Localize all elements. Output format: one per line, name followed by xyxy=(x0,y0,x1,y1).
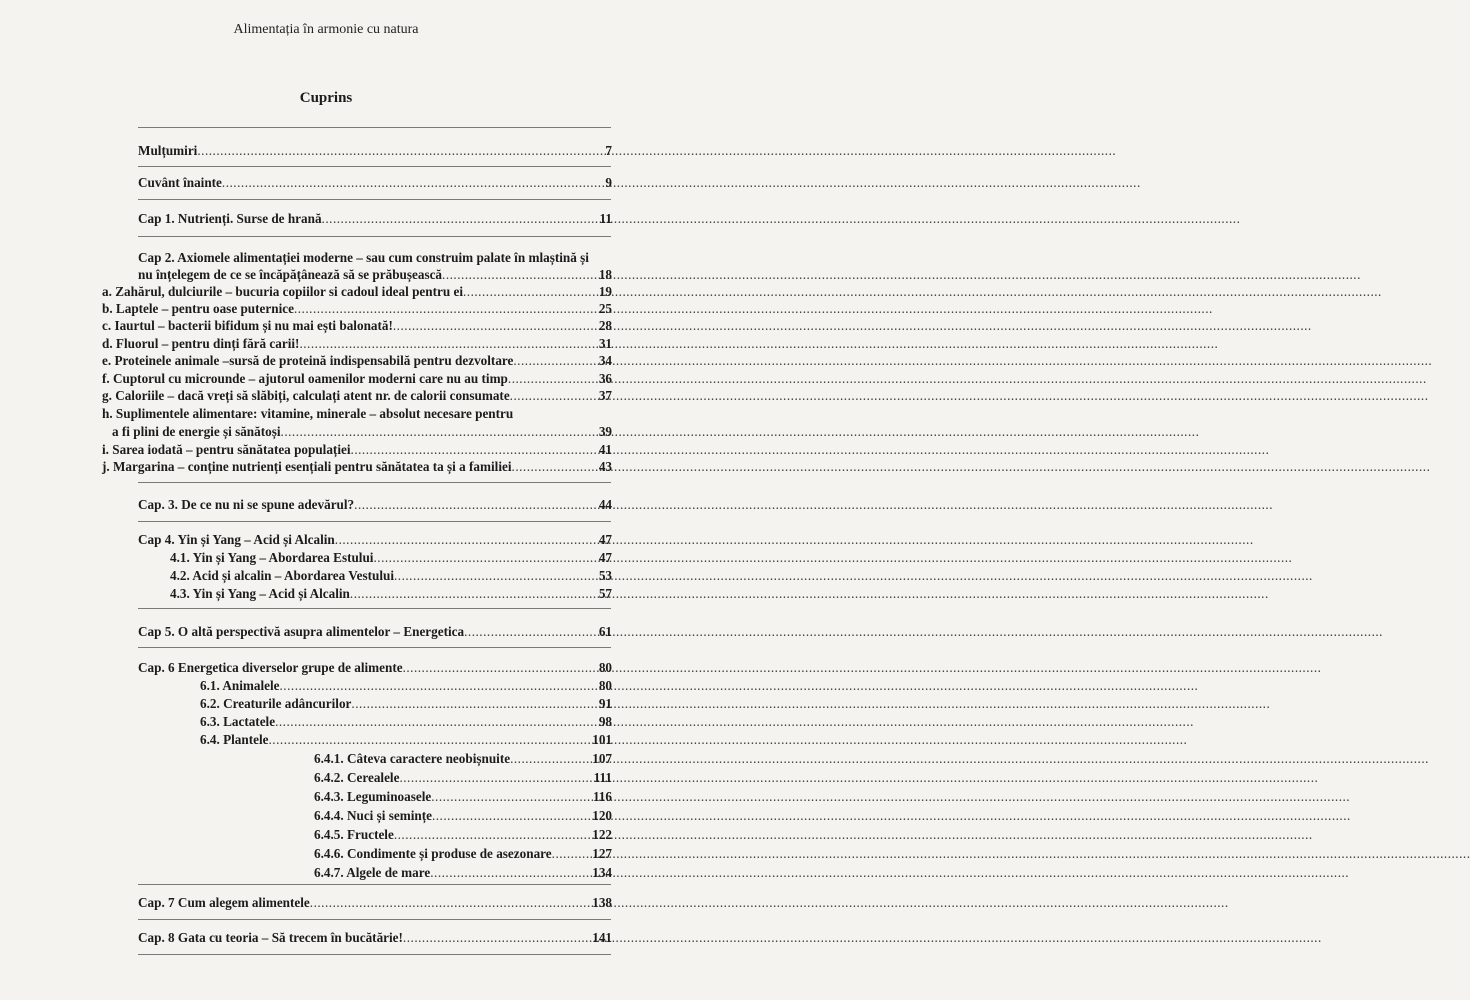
toc-entry-text: Cap 5. O altă perspectivă asupra alimentelor – Energetica xyxy=(138,624,465,639)
toc-page-number: 28 xyxy=(598,318,612,333)
toc-page-number: 31 xyxy=(598,336,612,351)
toc-page-number: 41 xyxy=(598,442,612,457)
toc-page-number: 141 xyxy=(592,930,612,945)
toc-entry-text: 6.4.6. Condimente și produse de asezonare xyxy=(314,846,552,861)
toc-page-number: 138 xyxy=(592,895,612,910)
toc-entry-text: a fi plini de energie și sănătoși xyxy=(112,424,281,439)
toc-page-number: 57 xyxy=(598,586,612,601)
toc-page-number: 80 xyxy=(598,660,612,675)
toc-page-number: 122 xyxy=(592,827,612,842)
toc-page-number: 43 xyxy=(598,459,612,474)
toc-entry-text: Cuvânt înainte xyxy=(138,175,222,190)
toc-entry-text: Cap. 3. De ce nu ni se spune adevărul? xyxy=(138,497,355,512)
toc-entry-text: 6.4.7. Algele de mare xyxy=(314,865,431,880)
toc-page-number: 91 xyxy=(598,696,612,711)
toc-page-number: 134 xyxy=(592,865,612,880)
toc-page-number: 25 xyxy=(598,301,612,316)
toc-entry-text: Cap. 6 Energetica diverselor grupe de alimente xyxy=(138,660,403,675)
toc-entry-text: 4.2. Acid și alcalin – Abordarea Vestului xyxy=(170,568,394,583)
toc-entry-cap8 xyxy=(138,930,612,945)
toc-page-number: 34 xyxy=(598,353,612,368)
toc-entry-text: Cap 4. Yin și Yang – Acid și Alcalin xyxy=(138,532,335,547)
toc-entry-text: a. Zahărul, dulciurile – bucuria copiilor si cadoul ideal pentru ei xyxy=(102,284,463,299)
running-header: Alimentația în armonie cu natura xyxy=(233,22,419,37)
toc-page-number: 107 xyxy=(592,751,612,766)
toc-entry-text: 6.4.2. Cerealele xyxy=(314,770,400,785)
toc-entry-text: e. Proteinele animale –sursă de proteină indispensabilă pentru dezvoltare xyxy=(102,353,514,368)
toc-page-number: 18 xyxy=(598,267,612,282)
toc-entry-text: Cap. 8 Gata cu teoria – Să trecem în bucătărie! xyxy=(138,930,403,945)
toc-entry-text: 6.4.5. Fructele xyxy=(314,827,394,842)
toc-cap8 xyxy=(138,0,612,1000)
toc-entry-text: 6.4.1. Câteva caractere neobișnuite xyxy=(314,751,511,766)
toc-page-number: 7 xyxy=(605,143,612,158)
toc-page-number: 127 xyxy=(592,846,612,861)
toc-page-number: 53 xyxy=(598,568,612,583)
toc-page-number: 39 xyxy=(598,424,612,439)
toc-entry-text: f. Cuptorul cu microunde – ajutorul oamenilor moderni care nu au timp xyxy=(102,371,508,386)
toc-entry-text: b. Laptele – pentru oase puternice xyxy=(102,301,294,316)
toc-entry-text: g. Caloriile – dacă vreți să slăbiți, calculați atent nr. de calorii consumate xyxy=(102,388,510,403)
toc-entry-text: 6.1. Animalele xyxy=(200,678,280,693)
toc-entry-text: 6.4.4. Nuci și semințe xyxy=(314,808,432,823)
toc-page-number: 98 xyxy=(598,714,612,729)
toc-entry-text: Cap. 7 Cum alegem alimentele xyxy=(138,895,310,910)
toc-entry-text: h. Suplimentele alimentare: vitamine, minerale – absolut necesare pentru xyxy=(102,406,514,421)
toc-page-number: 37 xyxy=(598,388,612,403)
toc-entry-text: 4.1. Yin și Yang – Abordarea Estului xyxy=(170,550,374,565)
divider xyxy=(138,954,611,955)
page-title: Cuprins xyxy=(299,90,353,106)
toc-page-number: 36 xyxy=(598,371,612,386)
toc-entry-text: 6.3. Lactatele xyxy=(200,714,276,729)
toc-entry-text: nu înțelegem de ce se încăpățânează să se prăbușească xyxy=(138,267,443,282)
toc-leader xyxy=(403,930,592,945)
toc-entry-text: 6.2. Creaturile adâncurilor xyxy=(200,696,352,711)
toc-entry-text: 6.4.3. Leguminoasele xyxy=(314,789,432,804)
toc-entry-text: c. Iaurtul – bacterii bifidum și nu mai ești balonată! xyxy=(102,318,393,333)
toc-entry-text: Mulțumiri xyxy=(138,143,198,158)
toc-entry-text: j. Margarina – conține nutrienți esențiali pentru sănătatea ta și a familiei xyxy=(102,459,512,474)
toc-page-number: 19 xyxy=(598,284,612,299)
toc-entry-text: Cap 2. Axiomele alimentației moderne – sau cum construim palate în mlaștină și xyxy=(138,250,589,265)
toc-entry-text: 6.4. Plantele xyxy=(200,732,269,747)
toc-page-number: 9 xyxy=(605,175,612,190)
toc-page-number: 80 xyxy=(598,678,612,693)
toc-entry-text: d. Fluorul – pentru dinți fără carii! xyxy=(102,336,300,351)
toc-page-number: 111 xyxy=(593,770,612,785)
toc-entry-text: i. Sarea iodată – pentru sănătatea populației xyxy=(102,442,351,457)
toc-page-number: 61 xyxy=(598,624,612,639)
toc-entry-text: Cap 1. Nutrienți. Surse de hrană xyxy=(138,211,322,226)
toc-page-number: 47 xyxy=(598,550,612,565)
toc-page-number: 116 xyxy=(592,789,612,804)
toc-page-number: 47 xyxy=(598,532,612,547)
toc-page-number: 44 xyxy=(598,497,612,512)
toc-page-number: 120 xyxy=(592,808,612,823)
toc-page-number: 11 xyxy=(599,211,612,226)
toc-entry-text: 4.3. Yin și Yang – Acid și Alcalin xyxy=(170,586,350,601)
toc-page-number: 101 xyxy=(592,732,612,747)
